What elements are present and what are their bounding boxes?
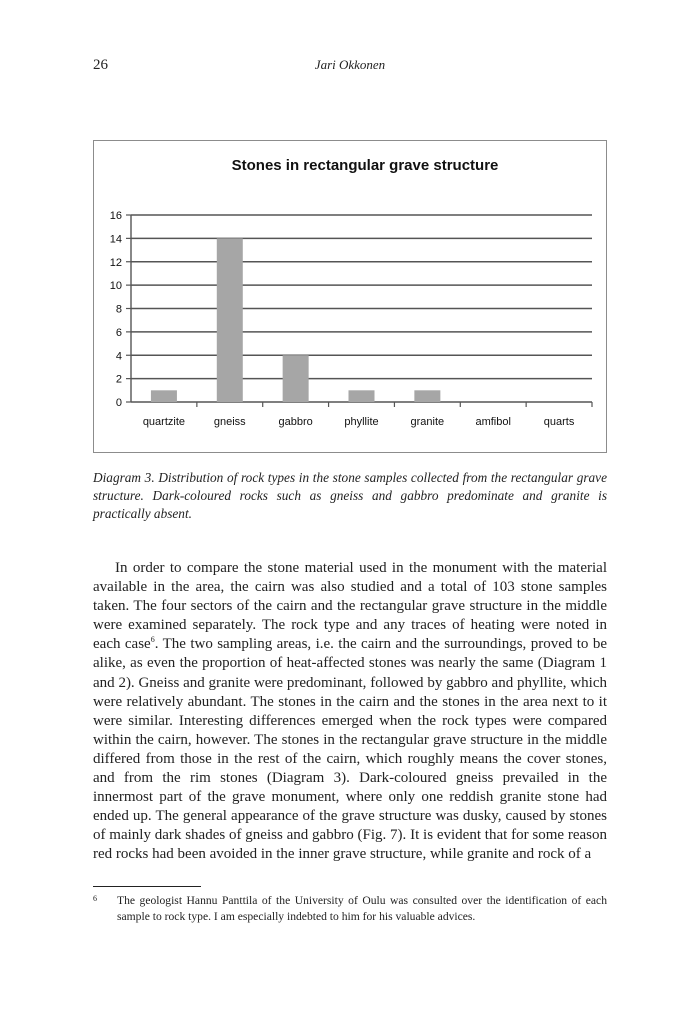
bar-granite [414, 390, 440, 402]
running-head: Jari Okkonen [314, 57, 386, 72]
footnote-mark: 6 [93, 894, 97, 903]
bar-gneiss [217, 238, 243, 402]
y-tick-label: 0 [115, 397, 122, 409]
footnote-reference: 6 [150, 635, 155, 645]
x-tick-label-quarts: quarts [543, 416, 575, 428]
footnote-text: The geologist Hannu Panttila of the University of Oulu was consulted over the identification of each sample to rock type. I am especially indebted to him for his valuable advices. [117, 894, 607, 923]
page-number: 26 [93, 57, 108, 73]
footnote [93, 893, 607, 925]
bar-gabbro [283, 355, 309, 402]
y-tick-label: 10 [109, 280, 122, 293]
x-tick-label-gneiss: gneiss [213, 416, 246, 428]
x-tick-label-amfibol: amfibol [475, 416, 511, 428]
chart-x-tick-labels [143, 416, 575, 428]
y-tick-label: 14 [109, 233, 122, 246]
bar-quartzite [151, 390, 177, 402]
y-tick-label: 8 [115, 303, 122, 316]
y-tick-label: 2 [115, 373, 122, 386]
chart-gridlines [126, 215, 592, 407]
body-paragraph [93, 559, 607, 865]
bar-chart [94, 141, 608, 454]
y-tick-label: 16 [109, 210, 122, 222]
body-text-part-2: . The two sampling areas, i.e. the cairn and the surroundings, proved to be alike, as even the proportion of heat-affected stones was nearly the same (Diagram 1 and 2). Gneiss and granite were predominant, followed by gabbro and phyllite, which were relatively abundant. The stones in the cairn and the stones in the area next to it were similar. Interesting differences emerged when the rock types were compared within the cairn, however. The stones in the rectangular grave structure in the middle differed from those in the rest of the cairn, which roughly means the cover stones, and from the rim stones (Diagram 3). Dark-coloured gneiss prevailed in the innermost part of the grave monument, where only one reddish granite stone had ended up. The general appearance of the grave structure was dusky, caused by stones of mainly dark shades of gneiss and gabbro (Fig. 7). It is evident that for some reason red rocks had been avoided in the inner grave structure, while granite and rock of a [93, 636, 607, 863]
x-tick-label-phyllite: phyllite [344, 416, 379, 428]
y-tick-label: 12 [109, 256, 122, 269]
bar-phyllite [349, 390, 375, 402]
chart-bars [151, 238, 440, 402]
chart-title: Stones in rectangular grave structure [231, 157, 499, 174]
figure-caption: Diagram 3. Distribution of rock types in the stone samples collected from the rectangular grave structure. Dark-coloured rocks such as gneiss and gabbro predominate and granite is practically absent. [93, 470, 607, 521]
y-tick-label: 6 [115, 326, 122, 339]
body-text-part-1: In order to compare the stone material used in the monument with the material available in the area, the cairn was also studied and a total of 103 stone samples taken. The four sectors of the cairn and the rectangular grave structure in the middle were examined separately. The rock type and any traces of heating were noted in each case [93, 560, 607, 653]
body-text [93, 559, 607, 865]
x-tick-label-quartzite: quartzite [142, 416, 186, 428]
x-tick-label-granite: granite [410, 416, 445, 428]
y-tick-label: 4 [115, 350, 122, 363]
chart-y-tick-labels [110, 210, 122, 409]
footnote-rule [93, 886, 201, 887]
x-tick-label-gabbro: gabbro [278, 416, 313, 428]
chart-frame [93, 140, 607, 453]
